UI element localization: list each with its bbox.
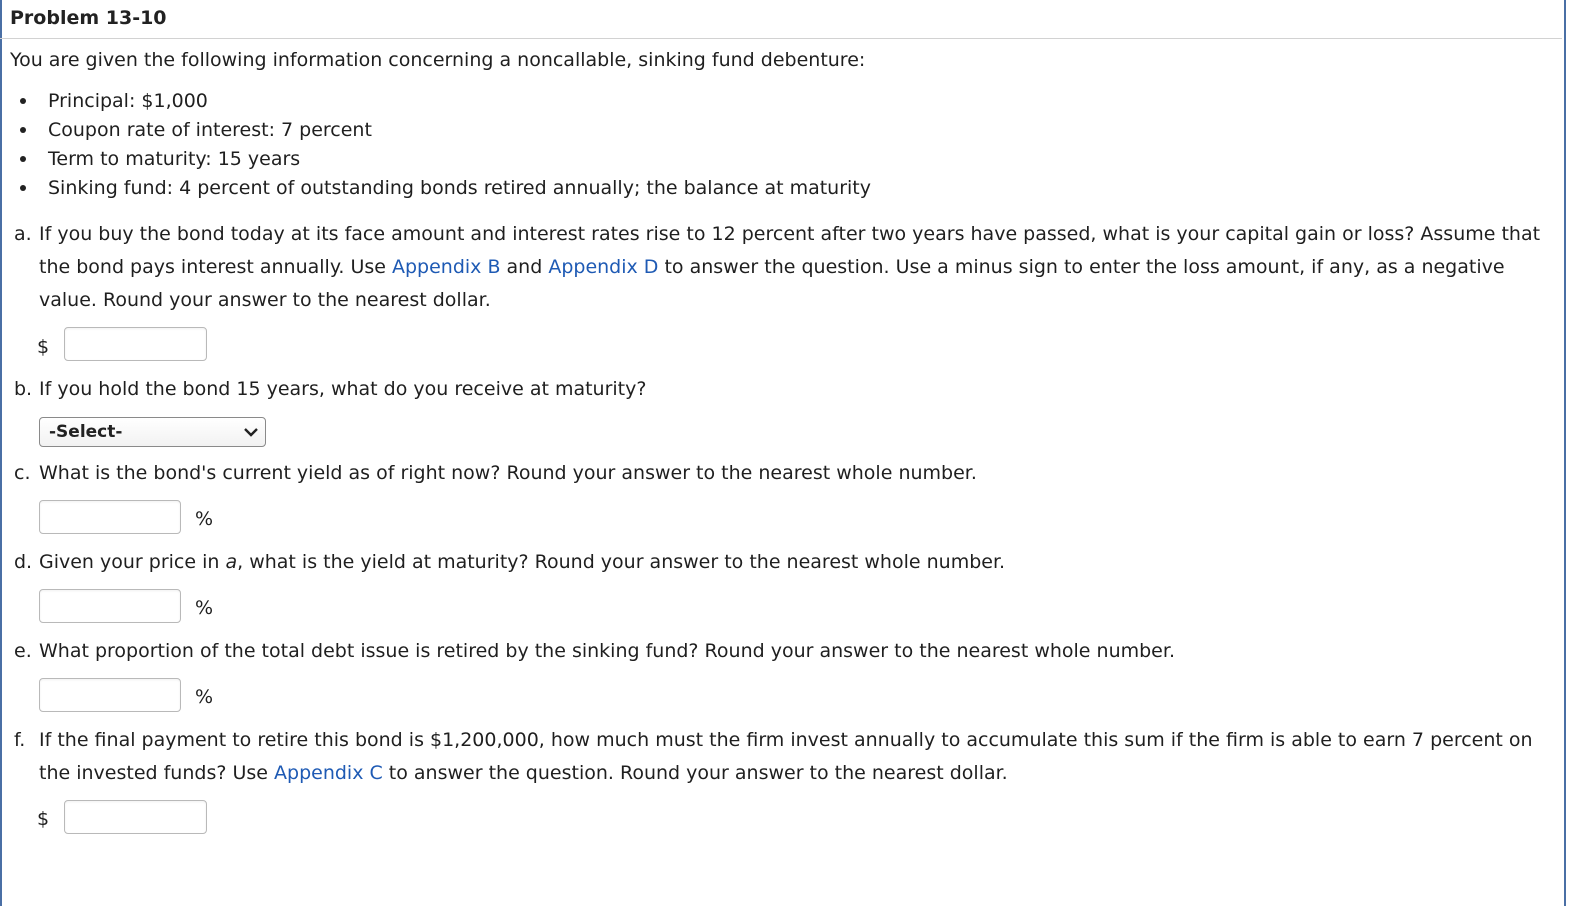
question-text: to answer the question. Round your answer to the nearest dollar. — [382, 762, 1008, 784]
question-label: c. — [14, 462, 31, 484]
question-d — [14, 546, 1559, 579]
question-text: If you buy the bond today at its face amount and interest rates rise to 12 percent after two years have passed, what is your capital gain or loss? Assume that — [39, 223, 1541, 245]
list-item: Coupon rate of interest: 7 percent — [20, 117, 871, 146]
question-label: a. — [14, 223, 32, 245]
question-label: f. — [14, 729, 26, 751]
chevron-down-icon — [243, 425, 259, 439]
question-text: If you hold the bond 15 years, what do you receive at maturity? — [39, 378, 647, 400]
question-label: e. — [14, 640, 32, 662]
given-info-list — [20, 88, 871, 204]
appendix-d-link[interactable]: Appendix D — [548, 256, 659, 278]
intro-text: You are given the following information concerning a noncallable, sinking fund debenture: — [10, 49, 866, 71]
question-text: and — [500, 256, 549, 278]
question-text: Given your price in — [39, 551, 226, 573]
question-f — [14, 724, 1559, 790]
percent-symbol: % — [195, 508, 214, 530]
question-text: the invested funds? Use — [39, 762, 275, 784]
appendix-b-link[interactable]: Appendix B — [391, 256, 501, 278]
list-item: Sinking fund: 4 percent of outstanding bonds retired annually; the balance at maturity — [20, 175, 871, 204]
question-text: to answer the question. Use a minus sign to enter the loss amount, if any, as a negative — [658, 256, 1505, 278]
select-value: -Select- — [49, 422, 123, 442]
answer-d-input[interactable] — [39, 589, 181, 623]
list-item: Principal: $1,000 — [20, 88, 871, 117]
question-text: value. Round your answer to the nearest dollar. — [39, 289, 491, 311]
percent-symbol: % — [195, 686, 214, 708]
question-label: b. — [14, 378, 33, 400]
question-c — [14, 457, 1559, 490]
answer-f-input[interactable] — [64, 800, 207, 834]
question-text: What is the bond's current yield as of right now? Round your answer to the nearest whole number. — [39, 462, 977, 484]
question-text: , what is the yield at maturity? Round your answer to the nearest whole number. — [237, 551, 1006, 573]
answer-e-input[interactable] — [39, 678, 181, 712]
answer-c-input[interactable] — [39, 500, 181, 534]
currency-symbol: $ — [37, 808, 50, 830]
percent-symbol: % — [195, 597, 214, 619]
question-text: the bond pays interest annually. Use — [39, 256, 392, 278]
currency-symbol: $ — [37, 336, 50, 358]
problem-title: Problem 13-10 — [10, 7, 167, 29]
answer-b-select[interactable] — [39, 417, 266, 447]
appendix-c-link[interactable]: Appendix C — [274, 762, 383, 784]
question-a — [14, 218, 1559, 317]
question-e — [14, 635, 1559, 668]
list-item: Term to maturity: 15 years — [20, 146, 871, 175]
question-label: d. — [14, 551, 33, 573]
question-text: What proportion of the total debt issue is retired by the sinking fund? Round your answer to the nearest whole number. — [39, 640, 1175, 662]
answer-a-input[interactable] — [64, 327, 207, 361]
question-text-italic: a — [225, 551, 238, 573]
question-b — [14, 373, 1559, 406]
title-divider — [0, 38, 1562, 39]
question-text: If the final payment to retire this bond is $1,200,000, how much must the firm invest annually to accumulate this sum if the firm is able to earn 7 percent on — [39, 729, 1533, 751]
